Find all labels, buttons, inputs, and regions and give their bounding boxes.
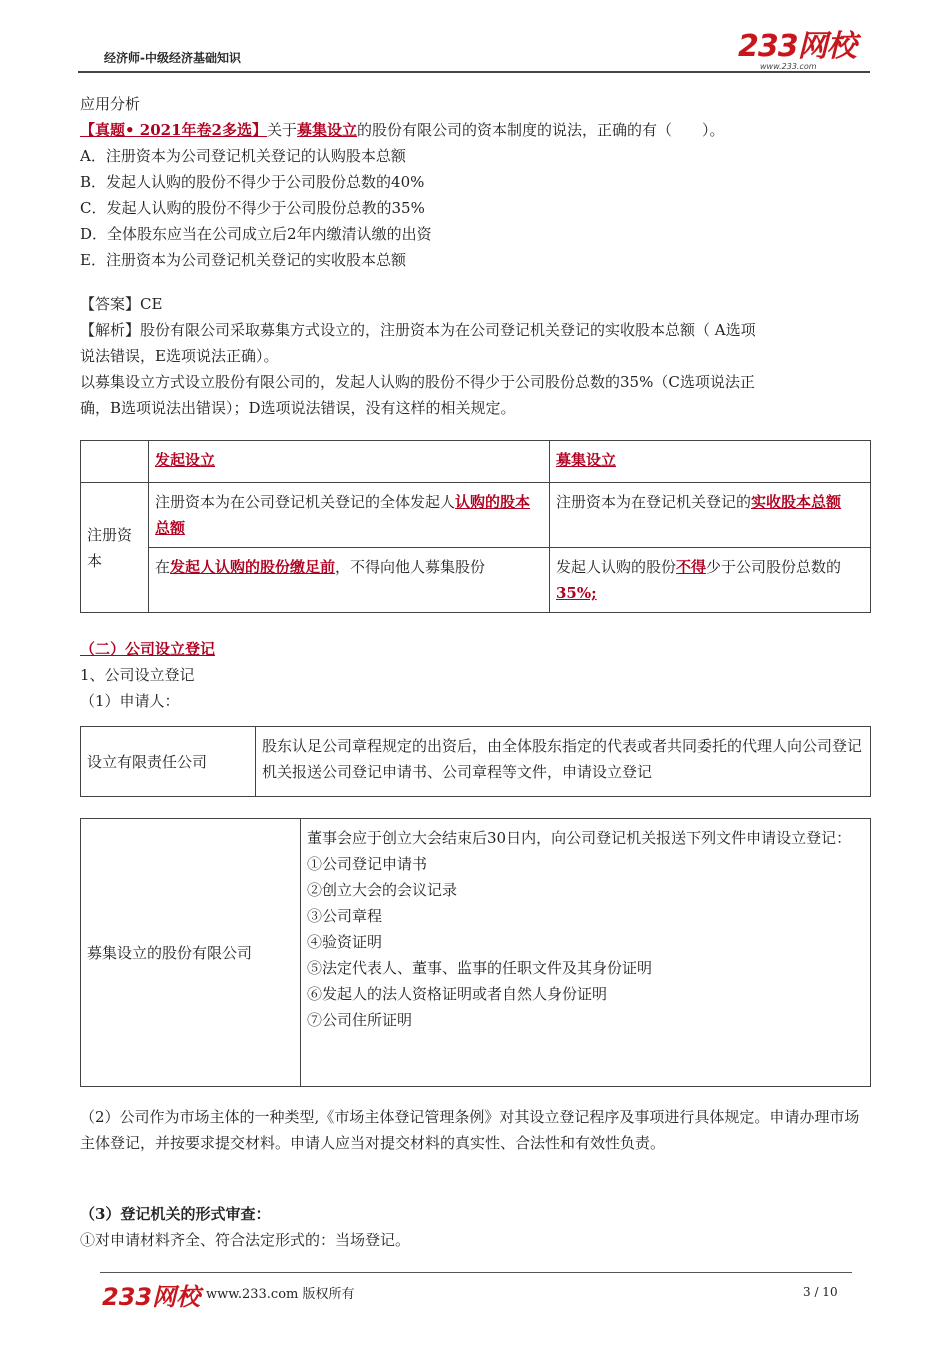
- jsc-doc-2: ②创立大会的会议记录: [307, 881, 458, 899]
- jsc-doc-6: ⑥发起人的法人资格证明或者自然人身份证明: [307, 985, 608, 1003]
- llc-table: [80, 726, 871, 797]
- header-title: 经济师-中级经济基础知识: [104, 51, 241, 65]
- paragraph-2: （2）公司作为市场主体的一种类型,《市场主体登记管理条例》对其设立登记程序及事项进行具体规定。申请办理市场主体登记，并按要求提交材料。申请人应当对提交材料的真实性、合法性和有效性负责。: [80, 1108, 860, 1152]
- jsc-doc-5: ⑤法定代表人、董事、监事的任职文件及其身份证明: [307, 959, 653, 977]
- header-divider: [78, 71, 870, 73]
- cell-text: 注册资本为在公司登记机关登记的全体发起人: [155, 493, 456, 511]
- cell-text: 注册资本为在登记机关登记的: [556, 493, 752, 511]
- row-label-registered-capital: 注册资本: [81, 483, 149, 613]
- jsc-intro: 董事会应于创立大会结束后30日内，向公司登记机关报送下列文件申请设立登记：: [307, 829, 852, 847]
- answer-label: 【答案】CE: [80, 295, 163, 313]
- jsc-doc-1: ①公司登记申请书: [307, 855, 428, 873]
- item-1-1: （1）申请人：: [80, 692, 180, 710]
- question-tag: 【真题• 2021年卷2多选】: [80, 121, 267, 139]
- table-header-cell: [149, 441, 550, 483]
- analysis-line-2: 说法错误，E选项说法正确）。: [80, 347, 279, 365]
- llc-label: 设立有限责任公司: [81, 727, 256, 797]
- jsc-doc-3: ③公司章程: [307, 907, 383, 925]
- item-1: 1、公司设立登记: [80, 666, 195, 684]
- question-text-before: 关于: [267, 121, 298, 139]
- table-corner-cell: [81, 441, 149, 483]
- subheading-registration: [80, 639, 215, 659]
- highlight-not-less: 不得: [676, 558, 707, 576]
- cell-text: 在: [155, 558, 171, 576]
- option-a: A．注册资本为公司登记机关登记的认购股本总额: [80, 147, 406, 165]
- table-cell: [550, 548, 871, 613]
- option-d: D．全体股东应当在公司成立后2年内缴清认缴的出资: [80, 225, 432, 243]
- option-e: E．注册资本为公司登记机关登记的实收股本总额: [80, 251, 406, 269]
- item-3-1: ①对申请材料齐全、符合法定形式的：当场登记。: [80, 1231, 411, 1249]
- table-header-cell: [550, 441, 871, 483]
- jsc-content: [301, 819, 871, 1087]
- table-cell: [149, 548, 550, 613]
- item-3: （3）登记机关的形式审查：: [80, 1205, 271, 1223]
- capital-comparison-table: [80, 440, 871, 613]
- page-number: 3 / 10: [803, 1285, 838, 1299]
- question-stem: [80, 120, 725, 140]
- site-logo[interactable]: [738, 29, 856, 72]
- subheading-text: （二）公司设立登记: [80, 640, 216, 658]
- header-promoter-establishment: 发起设立: [155, 451, 216, 469]
- question-text-after: 的股份有限公司的资本制度的说法，正确的有（ ）。: [357, 121, 725, 139]
- question-keyword: 募集设立: [297, 121, 358, 139]
- footer-logo[interactable]: 233网校: [102, 1283, 201, 1311]
- analysis-line-1: 【解析】股份有限公司采取募集方式设立的，注册资本为在公司登记机关登记的实收股本总额（ A选项: [80, 321, 756, 339]
- jsc-label: 募集设立的股份有限公司: [81, 819, 301, 1087]
- footer-copyright: www.233.com 版权所有: [206, 1287, 355, 1302]
- section-title: 应用分析: [80, 95, 141, 113]
- llc-text: 股东认足公司章程规定的出资后，由全体股东指定的代表或者共同委托的代理人向公司登记机关报送公司登记申请书、公司章程等文件，申请设立登记: [256, 727, 871, 797]
- table-cell: [550, 483, 871, 548]
- logo-url: www.233.com: [760, 62, 817, 71]
- option-b: B．发起人认购的股份不得少于公司股份总数的40%: [80, 173, 425, 191]
- header-offering-establishment: 募集设立: [556, 451, 617, 469]
- cell-text: 发起人认购的股份: [556, 558, 677, 576]
- jsc-doc-7: ⑦公司住所证明: [307, 1011, 413, 1029]
- footer-divider: [100, 1272, 852, 1273]
- logo-text: 233网校: [738, 29, 856, 64]
- analysis-line-3: 以募集设立方式设立股份有限公司的，发起人认购的股份不得少于公司股份总数的35%（C选项说法正: [80, 373, 755, 391]
- highlight-before-paid: 发起人认购的股份缴足前: [170, 558, 336, 576]
- cell-text: ，不得向他人募集股份: [335, 558, 486, 576]
- table-cell: [149, 483, 550, 548]
- highlight-paid-in-capital: 实收股本总额: [751, 493, 842, 511]
- analysis-line-4: 确，B选项说法出错误）；D选项说法错误，没有这样的相关规定。: [80, 399, 516, 417]
- jsc-doc-4: ④验资证明: [307, 933, 383, 951]
- option-c: C．发起人认购的股份不得少于公司股份总教的35%: [80, 199, 425, 217]
- jsc-table: [80, 818, 871, 1087]
- cell-text: 少于公司股份总数的: [706, 558, 842, 576]
- highlight-35-percent: 35%;: [556, 584, 597, 602]
- highlight-subscribed-capital: 认购的股本总额: [155, 493, 531, 537]
